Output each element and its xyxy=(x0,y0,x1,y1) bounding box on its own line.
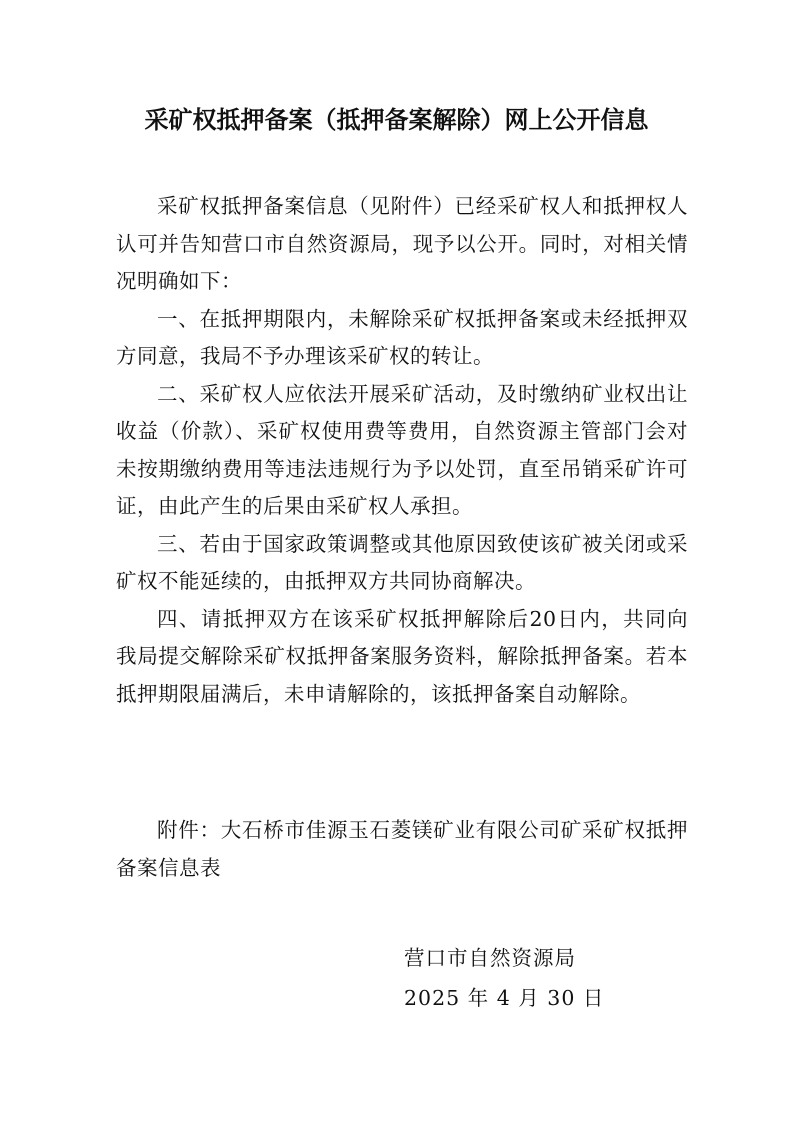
document-title: 采矿权抵押备案（抵押备案解除）网上公开信息 xyxy=(144,106,649,134)
intro-paragraph: 采矿权抵押备案信息（见附件）已经采矿权人和抵押权人认可并告知营口市自然资源局，现予以公开。同时，对相关情况明确如下： xyxy=(116,194,688,293)
issuing-organization: 营口市自然资源局 xyxy=(404,946,576,970)
signature-block xyxy=(404,938,664,1018)
clause-two-paragraph: 二、采矿权人应依法开展采矿活动，及时缴纳矿业权出让收益（价款）、采矿权使用费等费用，自然资源主管部门会对未按期缴纳费用等违法违规行为予以处罚，直至吊销采矿许可证，由此产生的后果由采矿权人承担。 xyxy=(116,381,688,518)
clause-three-paragraph: 三、若由于国家政策调整或其他原因致使该矿被关闭或采矿权不能延续的，由抵押双方共同协商解决。 xyxy=(116,531,688,593)
clause-four-paragraph: 四、请抵押双方在该采矿权抵押解除后20日内，共同向我局提交解除采矿权抵押备案服务资料，解除抵押备案。若本抵押期限届满后，未申请解除的，该抵押备案自动解除。 xyxy=(116,606,688,706)
issue-date: 2025 年 4 月 30 日 xyxy=(404,986,605,1010)
attachment-note: 附件：大石桥市佳源玉石菱镁矿业有限公司矿采矿权抵押备案信息表 xyxy=(116,818,688,880)
document-body xyxy=(116,188,688,713)
clause-one-paragraph: 一、在抵押期限内，未解除采矿权抵押备案或未经抵押双方同意，我局不予办理该采矿权的转让。 xyxy=(116,306,688,368)
